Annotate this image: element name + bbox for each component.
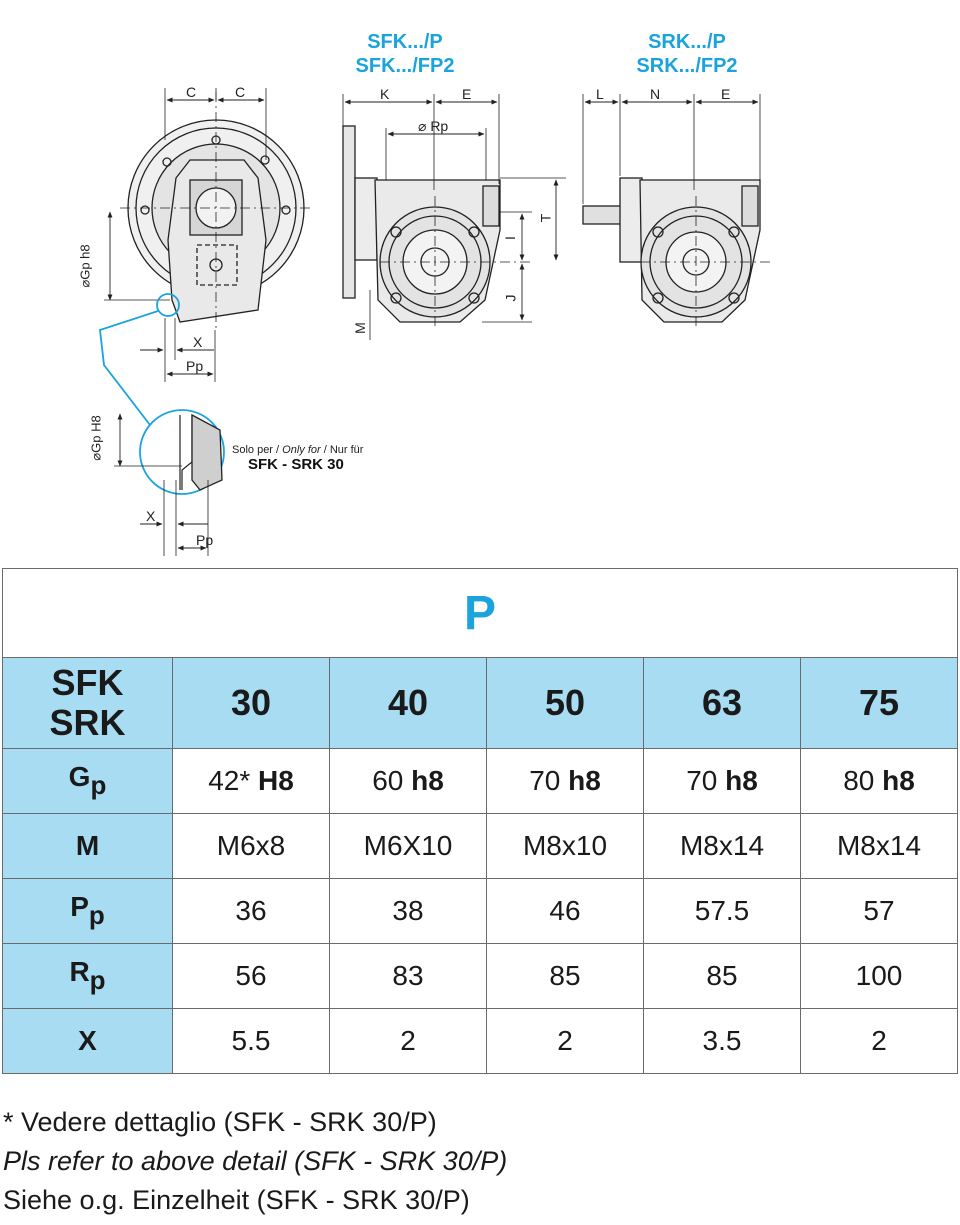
table-cell xyxy=(644,879,801,944)
dim-e-sfk: E xyxy=(462,86,472,102)
sfk-side-view xyxy=(343,94,566,340)
dim-c-left: C xyxy=(186,84,197,100)
row-label xyxy=(3,1009,173,1074)
cell-value: 56 xyxy=(235,960,267,991)
srk-title xyxy=(612,30,762,78)
cell-value: 38 xyxy=(392,895,424,926)
table-cell xyxy=(330,944,487,1009)
table-cell xyxy=(330,814,487,879)
dim-x-detail: X xyxy=(146,508,156,524)
dim-m: M xyxy=(351,322,368,334)
header-size: 63 xyxy=(644,658,801,749)
table-cell xyxy=(801,749,958,814)
header-size: 75 xyxy=(801,658,958,749)
row-label-subscript: p xyxy=(90,770,107,800)
gearbox-drawing-svg xyxy=(0,0,960,566)
sfk-title xyxy=(330,30,480,78)
row-label-main: P xyxy=(70,891,89,922)
srk-title-line1: SRK.../P xyxy=(648,31,726,53)
note-german: Siehe o.g. Einzelheit (SFK - SRK 30/P) xyxy=(3,1185,470,1215)
table-cell xyxy=(173,879,330,944)
cell-value: 100 xyxy=(855,960,903,991)
header-size: 30 xyxy=(173,658,330,749)
cell-value: 42* xyxy=(208,765,259,796)
dim-e-srk: E xyxy=(721,86,731,102)
cell-value: 70 xyxy=(686,765,726,796)
table-cell xyxy=(487,944,644,1009)
row-label xyxy=(3,814,173,879)
table-cell xyxy=(801,1009,958,1074)
table-cell xyxy=(330,1009,487,1074)
technical-drawing xyxy=(0,0,960,566)
header-size: 40 xyxy=(330,658,487,749)
cell-value: M6X10 xyxy=(363,830,453,861)
table-cell xyxy=(644,1009,801,1074)
detail-note-prefix: Solo per / xyxy=(232,444,283,456)
row-label-main: R xyxy=(69,956,90,987)
dim-j: J xyxy=(502,294,519,302)
table-cell xyxy=(173,749,330,814)
cell-value: 2 xyxy=(557,1025,573,1056)
note-italian: * Vedere dettaglio (SFK - SRK 30/P) xyxy=(3,1107,437,1137)
table-row xyxy=(3,814,958,879)
dim-pp-top: Pp xyxy=(186,358,204,374)
cell-tolerance: h8 xyxy=(882,765,915,796)
table-cell xyxy=(330,879,487,944)
table-cell xyxy=(173,1009,330,1074)
row-label xyxy=(3,749,173,814)
cell-tolerance: h8 xyxy=(568,765,601,796)
table-row xyxy=(3,879,958,944)
dim-n: N xyxy=(650,86,661,102)
row-label-main: G xyxy=(68,761,91,792)
table-cell xyxy=(487,749,644,814)
table-cell xyxy=(644,814,801,879)
cell-value: 46 xyxy=(549,895,581,926)
cell-value: 60 xyxy=(372,765,412,796)
cell-value: 83 xyxy=(392,960,424,991)
cell-value: M8x10 xyxy=(522,830,608,861)
table-cell xyxy=(487,814,644,879)
cell-value: 57.5 xyxy=(694,895,750,926)
table-row xyxy=(3,749,958,814)
cell-value: M6x8 xyxy=(216,830,286,861)
cell-value: 85 xyxy=(549,960,581,991)
cell-value: M8x14 xyxy=(836,830,922,861)
cell-value: 80 xyxy=(843,765,883,796)
table-cell xyxy=(644,749,801,814)
table-body xyxy=(3,749,958,1074)
cell-value: 3.5 xyxy=(702,1025,742,1056)
dim-rp: ⌀ Rp xyxy=(418,118,449,134)
header-sfk: SFK xyxy=(51,662,124,703)
table-cell xyxy=(801,879,958,944)
row-label-subscript: p xyxy=(88,900,105,930)
dim-k: K xyxy=(380,86,390,102)
note-english: Pls refer to above detail (SFK - SRK 30/P) xyxy=(3,1146,508,1176)
dim-t: T xyxy=(537,213,554,223)
header-srk: SRK xyxy=(49,702,126,743)
table-header-row xyxy=(3,658,958,749)
detail-note-models: SFK - SRK 30 xyxy=(248,456,344,473)
dimension-table xyxy=(2,568,958,1074)
table-cell xyxy=(801,814,958,879)
cell-value: 85 xyxy=(706,960,738,991)
table-row xyxy=(3,1009,958,1074)
cell-value: 5.5 xyxy=(231,1025,271,1056)
cell-value: 57 xyxy=(863,895,895,926)
dim-c-right: C xyxy=(235,84,246,100)
table-cell xyxy=(173,944,330,1009)
dim-x-top: X xyxy=(193,334,203,350)
cell-value: 70 xyxy=(529,765,569,796)
dim-gp-H8: ⌀Gp H8 xyxy=(88,415,104,461)
table-cell xyxy=(801,944,958,1009)
detail-note-suffix: / Nur für xyxy=(320,444,364,456)
table-cell xyxy=(487,1009,644,1074)
table-cell xyxy=(487,879,644,944)
table-cell xyxy=(644,944,801,1009)
sfk-title-line1: SFK.../P xyxy=(367,31,443,53)
row-label xyxy=(3,879,173,944)
cell-value: M8x14 xyxy=(679,830,765,861)
footnotes xyxy=(3,1103,507,1220)
cell-value: 2 xyxy=(871,1025,887,1056)
cell-value: 36 xyxy=(235,895,267,926)
front-flange-view xyxy=(104,88,310,382)
header-model-cell xyxy=(3,658,173,749)
srk-side-view xyxy=(583,94,770,330)
header-size: 50 xyxy=(487,658,644,749)
dim-gp-h8: ⌀Gp h8 xyxy=(77,244,93,288)
cell-tolerance: h8 xyxy=(725,765,758,796)
row-label-main: M xyxy=(75,830,100,861)
dim-l: L xyxy=(596,86,604,102)
table-cell xyxy=(173,814,330,879)
sfk-title-line2: SFK.../FP2 xyxy=(355,55,455,77)
cell-tolerance: h8 xyxy=(411,765,444,796)
table-title: P xyxy=(3,569,958,658)
dim-pp-detail: Pp xyxy=(196,532,214,548)
cell-value: 2 xyxy=(400,1025,416,1056)
dim-i: I xyxy=(501,236,518,240)
row-label-subscript: p xyxy=(89,965,106,995)
detail-note-italic: Only for xyxy=(282,444,321,456)
cell-tolerance: H8 xyxy=(258,765,294,796)
table-cell xyxy=(330,749,487,814)
srk-title-line2: SRK.../FP2 xyxy=(636,55,738,77)
table-row xyxy=(3,944,958,1009)
row-label xyxy=(3,944,173,1009)
row-label-main: X xyxy=(78,1025,97,1056)
